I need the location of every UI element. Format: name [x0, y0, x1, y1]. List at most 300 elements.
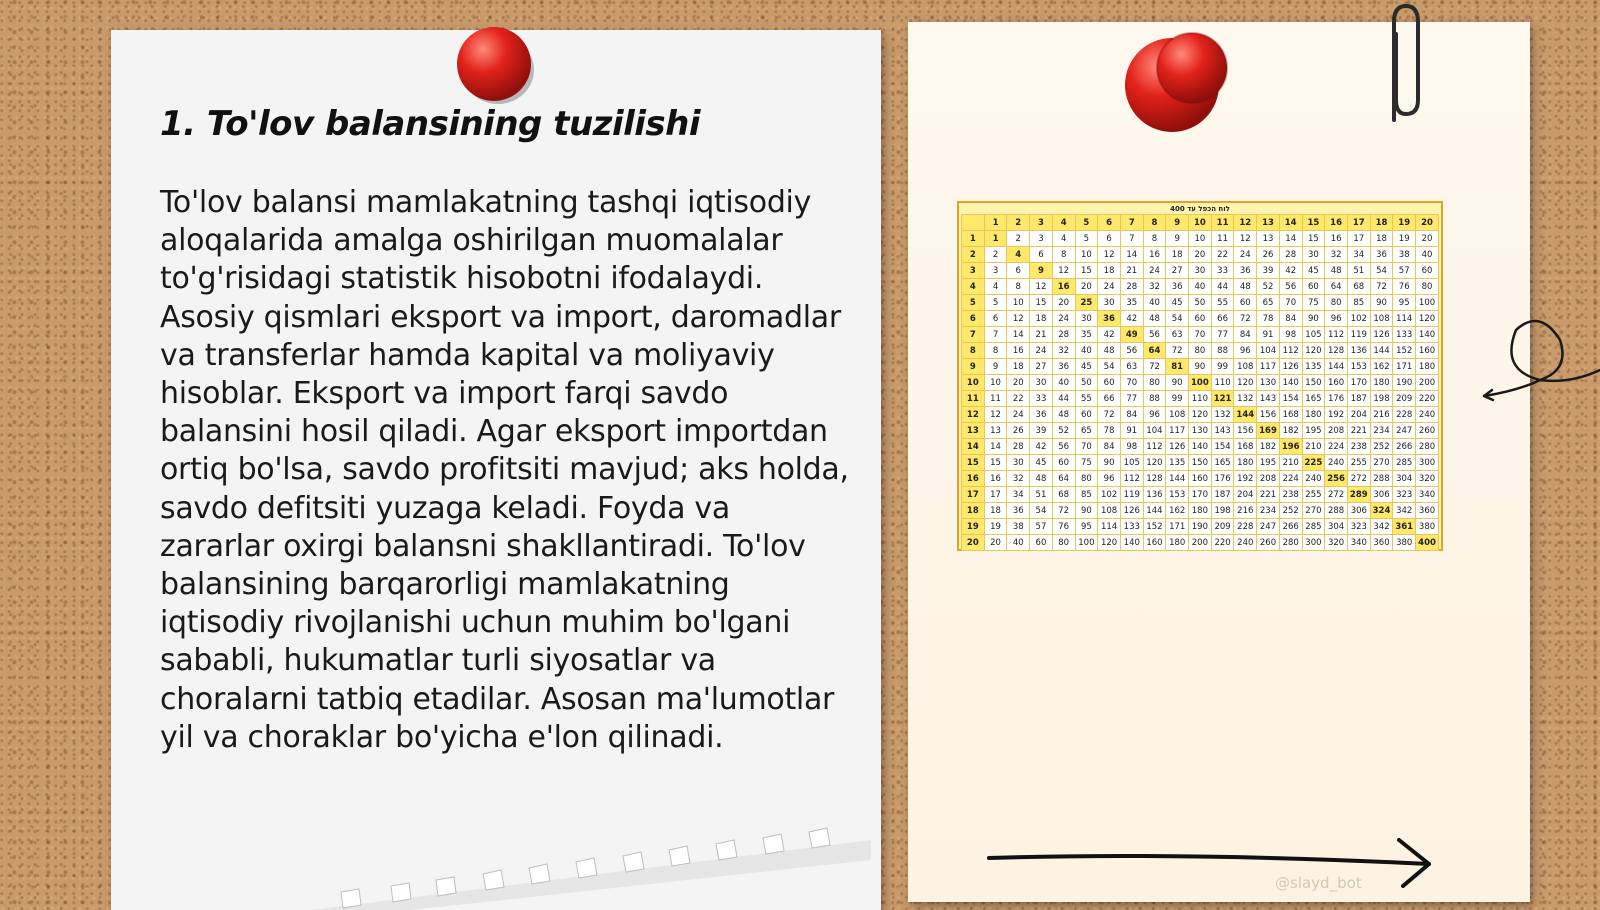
table-cell: 162 [1370, 359, 1393, 375]
table-cell: 51 [1030, 487, 1053, 503]
table-cell: 160 [1325, 375, 1348, 391]
table-row-header: 6 [962, 311, 985, 327]
table-cell: 24 [1143, 263, 1166, 279]
table-cell: 130 [1257, 375, 1280, 391]
table-cell: 224 [1279, 471, 1302, 487]
table-cell: 182 [1279, 423, 1302, 439]
table-cell: 340 [1416, 487, 1439, 503]
table-column-header: 1 [984, 215, 1007, 231]
table-cell: 98 [1279, 327, 1302, 343]
table-cell: 152 [1143, 519, 1166, 535]
table-cell: 154 [1279, 391, 1302, 407]
table-cell: 144 [1166, 471, 1189, 487]
table-cell: 108 [1166, 407, 1189, 423]
table-cell: 90 [1370, 295, 1393, 311]
table-cell: 88 [1211, 343, 1234, 359]
table-cell: 20 [1075, 279, 1098, 295]
table-cell: 4 [1007, 247, 1030, 263]
table-cell: 64 [1325, 279, 1348, 295]
table-cell: 280 [1279, 535, 1302, 551]
table-cell: 45 [1166, 295, 1189, 311]
table-column-header: 4 [1052, 215, 1075, 231]
table-cell: 19 [1393, 231, 1416, 247]
table-cell: 255 [1302, 487, 1325, 503]
table-cell: 63 [1120, 359, 1143, 375]
table-cell: 195 [1257, 455, 1280, 471]
table-cell: 96 [1234, 343, 1257, 359]
table-cell: 20 [1189, 247, 1212, 263]
table-cell: 51 [1347, 263, 1370, 279]
table-cell: 117 [1257, 359, 1280, 375]
table-cell: 105 [1120, 455, 1143, 471]
table-cell: 64 [1052, 471, 1075, 487]
table-cell: 99 [1166, 391, 1189, 407]
table-cell: 40 [1189, 279, 1212, 295]
table-cell: 90 [1098, 455, 1121, 471]
table-cell: 15 [1030, 295, 1053, 311]
table-row-header: 19 [962, 519, 985, 535]
table-cell: 140 [1189, 439, 1212, 455]
table-cell: 36 [1166, 279, 1189, 295]
table-row [962, 471, 1439, 487]
table-cell: 112 [1120, 471, 1143, 487]
table-cell: 200 [1416, 375, 1439, 391]
table-cell: 323 [1347, 519, 1370, 535]
table-cell: 32 [1325, 247, 1348, 263]
table-cell: 10 [1075, 247, 1098, 263]
multiplication-table [961, 214, 1439, 551]
table-row [962, 311, 1439, 327]
table-cell: 252 [1370, 439, 1393, 455]
table-cell: 120 [1143, 455, 1166, 471]
table-cell: 60 [1416, 263, 1439, 279]
table-cell: 280 [1416, 439, 1439, 455]
table-cell: 160 [1189, 471, 1212, 487]
table-cell: 198 [1370, 391, 1393, 407]
table-cell: 100 [1189, 375, 1212, 391]
table-cell: 17 [984, 487, 1007, 503]
table-cell: 140 [1416, 327, 1439, 343]
table-cell: 252 [1279, 503, 1302, 519]
table-cell: 304 [1393, 471, 1416, 487]
table-cell: 48 [1325, 263, 1348, 279]
table-cell: 176 [1211, 471, 1234, 487]
table-column-header: 2 [1007, 215, 1030, 231]
table-cell: 72 [1234, 311, 1257, 327]
table-row [962, 535, 1439, 551]
table-cell: 36 [1098, 311, 1121, 327]
table-cell: 27 [1030, 359, 1053, 375]
table-cell: 18 [1030, 311, 1053, 327]
push-pin-icon [1122, 30, 1242, 140]
table-cell: 143 [1211, 423, 1234, 439]
table-cell: 40 [1007, 535, 1030, 551]
table-cell: 13 [984, 423, 1007, 439]
table-cell: 35 [1120, 295, 1143, 311]
table-cell: 98 [1120, 439, 1143, 455]
table-cell: 85 [1347, 295, 1370, 311]
table-cell: 77 [1120, 391, 1143, 407]
table-cell: 119 [1347, 327, 1370, 343]
table-cell: 5 [1075, 231, 1098, 247]
table-cell: 84 [1234, 327, 1257, 343]
table-cell: 24 [1007, 407, 1030, 423]
table-cell: 32 [1052, 343, 1075, 359]
table-row-header: 1 [962, 231, 985, 247]
table-row-header: 5 [962, 295, 985, 311]
table-row-header: 18 [962, 503, 985, 519]
table-cell: 255 [1347, 455, 1370, 471]
table-column-header: 14 [1279, 215, 1302, 231]
table-row-header: 9 [962, 359, 985, 375]
table-cell: 84 [1120, 407, 1143, 423]
table-cell: 272 [1325, 487, 1348, 503]
table-cell: 306 [1347, 503, 1370, 519]
table-cell: 110 [1189, 391, 1212, 407]
table-cell: 28 [1279, 247, 1302, 263]
table-cell: 45 [1302, 263, 1325, 279]
table-cell: 306 [1370, 487, 1393, 503]
table-cell: 34 [1007, 487, 1030, 503]
table-cell: 208 [1325, 423, 1348, 439]
table-row [962, 359, 1439, 375]
table-cell: 289 [1347, 487, 1370, 503]
table-cell: 56 [1052, 439, 1075, 455]
table-cell: 152 [1393, 343, 1416, 359]
table-cell: 216 [1234, 503, 1257, 519]
table-cell: 156 [1234, 423, 1257, 439]
table-cell: 52 [1257, 279, 1280, 295]
table-cell: 72 [1052, 503, 1075, 519]
table-cell: 16 [1143, 247, 1166, 263]
table-column-header: 10 [1189, 215, 1212, 231]
table-cell: 7 [984, 327, 1007, 343]
table-cell: 76 [1393, 279, 1416, 295]
table-cell: 42 [1279, 263, 1302, 279]
table-cell: 120 [1098, 535, 1121, 551]
table-cell: 136 [1347, 343, 1370, 359]
table-cell: 13 [1257, 231, 1280, 247]
table-cell: 234 [1257, 503, 1280, 519]
table-cell: 49 [1120, 327, 1143, 343]
table-cell: 39 [1030, 423, 1053, 439]
table-cell: 72 [1166, 343, 1189, 359]
table-row [962, 279, 1439, 295]
table-cell: 238 [1279, 487, 1302, 503]
table-cell: 140 [1279, 375, 1302, 391]
table-cell: 8 [984, 343, 1007, 359]
table-row-header: 10 [962, 375, 985, 391]
table-cell: 190 [1393, 375, 1416, 391]
table-cell: 143 [1257, 391, 1280, 407]
table-cell: 18 [1370, 231, 1393, 247]
watermark: @slayd_bot [1275, 874, 1362, 892]
table-cell: 320 [1416, 471, 1439, 487]
table-cell: 72 [1143, 359, 1166, 375]
table-cell: 121 [1211, 391, 1234, 407]
table-cell: 24 [1052, 311, 1075, 327]
table-cell: 340 [1347, 535, 1370, 551]
table-cell: 220 [1416, 391, 1439, 407]
table-cell: 80 [1325, 295, 1348, 311]
table-cell: 208 [1257, 471, 1280, 487]
table-row-header: 2 [962, 247, 985, 263]
table-cell: 55 [1075, 391, 1098, 407]
table-cell: 10 [984, 375, 1007, 391]
table-cell: 133 [1393, 327, 1416, 343]
table-cell: 56 [1120, 343, 1143, 359]
table-cell: 171 [1166, 519, 1189, 535]
table-cell: 240 [1302, 471, 1325, 487]
table-cell: 180 [1189, 503, 1212, 519]
table-row-header: 4 [962, 279, 985, 295]
table-cell: 12 [984, 407, 1007, 423]
table-cell: 119 [1120, 487, 1143, 503]
table-cell: 288 [1325, 503, 1348, 519]
table-cell: 196 [1279, 439, 1302, 455]
table-cell: 18 [1007, 359, 1030, 375]
table-cell: 240 [1325, 455, 1348, 471]
table-cell: 99 [1211, 359, 1234, 375]
table-cell: 266 [1279, 519, 1302, 535]
table-cell: 224 [1325, 439, 1348, 455]
table-cell: 2 [984, 247, 1007, 263]
table-row [962, 247, 1439, 263]
table-cell: 80 [1075, 471, 1098, 487]
table-cell: 91 [1257, 327, 1280, 343]
table-cell: 156 [1257, 407, 1280, 423]
table-column-header: 9 [1166, 215, 1189, 231]
table-cell: 12 [1030, 279, 1053, 295]
table-cell: 150 [1302, 375, 1325, 391]
table-cell: 180 [1370, 375, 1393, 391]
table-column-header: 15 [1302, 215, 1325, 231]
table-cell: 19 [984, 519, 1007, 535]
table-cell: 90 [1075, 503, 1098, 519]
table-cell: 36 [1052, 359, 1075, 375]
table-cell: 324 [1370, 503, 1393, 519]
table-cell: 95 [1393, 295, 1416, 311]
table-cell: 117 [1166, 423, 1189, 439]
table-cell: 33 [1211, 263, 1234, 279]
table-cell: 72 [1098, 407, 1121, 423]
table-cell: 6 [984, 311, 1007, 327]
table-cell: 21 [1030, 327, 1053, 343]
squiggle-decoration [1480, 310, 1600, 410]
table-cell: 3 [984, 263, 1007, 279]
table-cell: 60 [1052, 455, 1075, 471]
table-cell: 39 [1257, 263, 1280, 279]
table-cell: 6 [1098, 231, 1121, 247]
torn-paper-edge [111, 800, 881, 910]
table-cell: 5 [984, 295, 1007, 311]
table-cell: 120 [1416, 311, 1439, 327]
table-column-header: 19 [1393, 215, 1416, 231]
table-row [962, 519, 1439, 535]
table-cell: 114 [1393, 311, 1416, 327]
table-cell: 187 [1347, 391, 1370, 407]
table-cell: 260 [1416, 423, 1439, 439]
table-cell: 162 [1166, 503, 1189, 519]
table-cell: 209 [1393, 391, 1416, 407]
table-cell: 54 [1098, 359, 1121, 375]
table-cell: 2 [1007, 231, 1030, 247]
table-cell: 25 [1075, 295, 1098, 311]
table-cell: 11 [1211, 231, 1234, 247]
table-column-header: 13 [1257, 215, 1280, 231]
table-cell: 16 [1325, 231, 1348, 247]
table-cell: 135 [1166, 455, 1189, 471]
table-cell: 30 [1007, 455, 1030, 471]
table-column-header: 12 [1234, 215, 1257, 231]
table-cell: 48 [1030, 471, 1053, 487]
table-row [962, 503, 1439, 519]
table-row-header: 17 [962, 487, 985, 503]
table-cell: 70 [1279, 295, 1302, 311]
table-cell: 120 [1234, 375, 1257, 391]
table-cell: 22 [1007, 391, 1030, 407]
table-cell: 342 [1370, 519, 1393, 535]
table-cell: 24 [1030, 343, 1053, 359]
table-cell: 56 [1279, 279, 1302, 295]
table-cell: 66 [1211, 311, 1234, 327]
table-cell: 18 [984, 503, 1007, 519]
table-cell: 40 [1416, 247, 1439, 263]
table-cell: 77 [1211, 327, 1234, 343]
table-cell: 12 [1007, 311, 1030, 327]
table-cell: 54 [1030, 503, 1053, 519]
table-cell: 133 [1120, 519, 1143, 535]
table-row-header: 8 [962, 343, 985, 359]
table-cell: 75 [1302, 295, 1325, 311]
table-cell: 108 [1370, 311, 1393, 327]
table-row-header: 13 [962, 423, 985, 439]
table-cell: 50 [1075, 375, 1098, 391]
table-cell: 60 [1234, 295, 1257, 311]
table-cell: 180 [1234, 455, 1257, 471]
table-cell: 54 [1370, 263, 1393, 279]
table-row [962, 343, 1439, 359]
arrow-right-icon [985, 838, 1445, 898]
table-cell: 80 [1143, 375, 1166, 391]
table-cell: 40 [1052, 375, 1075, 391]
table-cell: 105 [1302, 327, 1325, 343]
table-cell: 104 [1143, 423, 1166, 439]
table-cell: 360 [1370, 535, 1393, 551]
table-cell: 210 [1302, 439, 1325, 455]
table-row-header: 16 [962, 471, 985, 487]
table-cell: 247 [1257, 519, 1280, 535]
table-cell: 150 [1189, 455, 1212, 471]
table-cell: 24 [1234, 247, 1257, 263]
table-cell: 44 [1052, 391, 1075, 407]
table-cell: 144 [1143, 503, 1166, 519]
table-cell: 10 [1007, 295, 1030, 311]
table-cell: 48 [1098, 343, 1121, 359]
table-cell: 165 [1211, 455, 1234, 471]
table-cell: 240 [1234, 535, 1257, 551]
table-cell: 20 [1007, 375, 1030, 391]
table-row [962, 407, 1439, 423]
table-cell: 68 [1347, 279, 1370, 295]
table-cell: 42 [1030, 439, 1053, 455]
table-cell: 4 [984, 279, 1007, 295]
table-cell: 48 [1052, 407, 1075, 423]
table-cell: 304 [1325, 519, 1348, 535]
table-cell: 24 [1098, 279, 1121, 295]
table-cell: 20 [984, 535, 1007, 551]
table-column-header: 16 [1325, 215, 1348, 231]
table-cell: 209 [1211, 519, 1234, 535]
table-cell: 76 [1052, 519, 1075, 535]
table-cell: 96 [1098, 471, 1121, 487]
table-row [962, 231, 1439, 247]
table-cell: 36 [1370, 247, 1393, 263]
multiplication-table-image [957, 201, 1443, 551]
table-cell: 8 [1143, 231, 1166, 247]
table-cell: 132 [1234, 391, 1257, 407]
table-cell: 33 [1030, 391, 1053, 407]
table-corner-cell [962, 215, 985, 231]
table-cell: 84 [1098, 439, 1121, 455]
table-cell: 38 [1393, 247, 1416, 263]
table-cell: 180 [1416, 359, 1439, 375]
table-cell: 75 [1075, 455, 1098, 471]
table-cell: 6 [1007, 263, 1030, 279]
table-cell: 55 [1211, 295, 1234, 311]
table-cell: 70 [1120, 375, 1143, 391]
table-cell: 112 [1279, 343, 1302, 359]
table-cell: 300 [1302, 535, 1325, 551]
table-row [962, 391, 1439, 407]
table-cell: 8 [1007, 279, 1030, 295]
table-cell: 1 [984, 231, 1007, 247]
table-cell: 32 [1143, 279, 1166, 295]
table-cell: 120 [1189, 407, 1212, 423]
table-row [962, 295, 1439, 311]
table-cell: 38 [1007, 519, 1030, 535]
table-cell: 60 [1189, 311, 1212, 327]
table-cell: 57 [1030, 519, 1053, 535]
table-cell: 126 [1166, 439, 1189, 455]
table-cell: 190 [1189, 519, 1212, 535]
table-cell: 160 [1143, 535, 1166, 551]
table-cell: 66 [1098, 391, 1121, 407]
table-cell: 16 [1052, 279, 1075, 295]
table-cell: 52 [1052, 423, 1075, 439]
table-cell: 14 [1279, 231, 1302, 247]
table-cell: 102 [1098, 487, 1121, 503]
table-cell: 160 [1416, 343, 1439, 359]
table-cell: 270 [1302, 503, 1325, 519]
table-cell: 144 [1325, 359, 1348, 375]
table-cell: 300 [1416, 455, 1439, 471]
table-cell: 198 [1211, 503, 1234, 519]
table-cell: 165 [1302, 391, 1325, 407]
table-cell: 16 [1007, 343, 1030, 359]
table-cell: 63 [1166, 327, 1189, 343]
table-cell: 216 [1370, 407, 1393, 423]
table-cell: 342 [1393, 503, 1416, 519]
table-cell: 30 [1030, 375, 1053, 391]
table-cell: 65 [1257, 295, 1280, 311]
table-cell: 102 [1347, 311, 1370, 327]
table-cell: 320 [1325, 535, 1348, 551]
table-cell: 260 [1257, 535, 1280, 551]
table-column-header: 20 [1416, 215, 1439, 231]
table-cell: 187 [1211, 487, 1234, 503]
table-cell: 28 [1120, 279, 1143, 295]
